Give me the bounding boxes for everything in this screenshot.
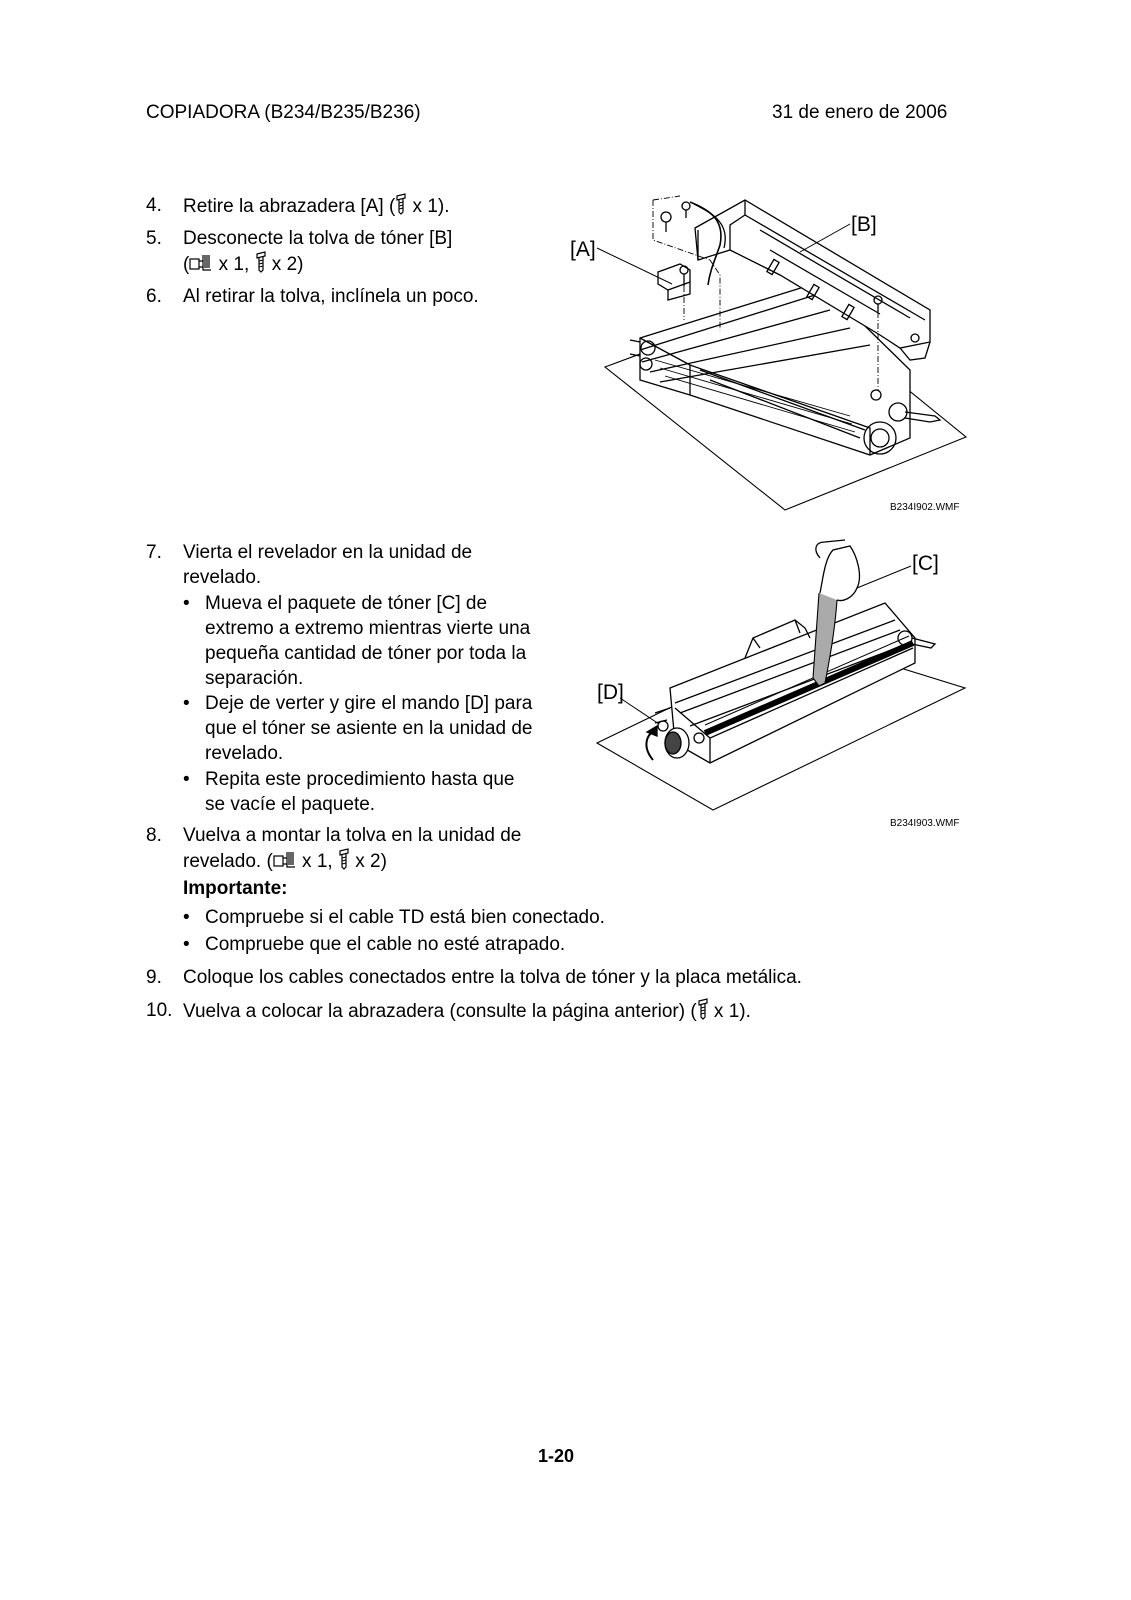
bullet: • — [183, 693, 190, 714]
step-7-bullet-2-line-2: que el tóner se asiente en la unidad de — [205, 718, 533, 739]
step-5-line-2: ( x 1, x 2) — [183, 251, 303, 277]
step-7-bullet-3-line-1: Repita este procedimiento hasta que — [205, 769, 515, 790]
step-7-bullet-1-line-3: pequeña cantidad de tóner por toda la — [205, 643, 527, 664]
step-5-number: 5. — [146, 228, 162, 249]
step-10-number: 10. — [146, 1000, 173, 1021]
screw-icon — [697, 998, 709, 1020]
step-8-bullet-1: Compruebe si el cable TD está bien conectado. — [205, 907, 605, 928]
step-9-text: Coloque los cables conectados entre la tolva de tóner y la placa metálica. — [183, 967, 802, 988]
figure-1-label-a: [A] — [570, 238, 596, 261]
step-8-line-2: revelado. ( x 1, x 2) — [183, 848, 387, 874]
page-number: 1-20 — [538, 1446, 575, 1466]
step-8-number: 8. — [146, 825, 162, 846]
figure-2-code: B234I903.WMF — [890, 818, 960, 829]
header-document-title: COPIADORA (B234/B235/B236) — [146, 102, 421, 123]
step-7-bullet-1-line-4: separación. — [205, 668, 304, 689]
bullet: • — [183, 769, 190, 790]
step-7-bullet-1-line-2: extremo a extremo mientras vierte una — [205, 618, 531, 639]
connector-icon — [273, 850, 297, 870]
figure-1-code: B234I902.WMF — [890, 502, 960, 513]
screw-icon — [395, 193, 407, 215]
figure-toner-hopper-removal — [580, 190, 980, 520]
figure-toner-pouring — [595, 538, 975, 818]
step-6-text: Al retirar la tolva, inclínela un poco. — [183, 286, 479, 307]
step-7-line-1: Vierta el revelador en la unidad de — [183, 542, 473, 563]
figure-1-label-b: [B] — [851, 213, 877, 236]
figure-2-label-d: [D] — [597, 681, 624, 704]
step-7-bullet-2-line-1: Deje de verter y gire el mando [D] para — [205, 693, 533, 714]
step-7-bullet-1-line-1: Mueva el paquete de tóner [C] de — [205, 593, 488, 614]
step-5-line-1: Desconecte la tolva de tóner [B] — [183, 228, 453, 249]
step-8-line-1: Vuelva a montar la tolva en la unidad de — [183, 825, 522, 846]
screw-icon — [255, 251, 267, 273]
step-7-bullet-2-line-3: revelado. — [205, 743, 284, 764]
step-7-bullet-3-line-2: se vacíe el paquete. — [205, 794, 376, 815]
bullet: • — [183, 907, 190, 928]
step-4-number: 4. — [146, 195, 162, 216]
connector-icon — [189, 253, 213, 273]
step-4-text: Retire la abrazadera [A] ( x 1). — [183, 193, 450, 219]
step-9-number: 9. — [146, 967, 162, 988]
header-date: 31 de enero de 2006 — [772, 102, 948, 123]
bullet: • — [183, 593, 190, 614]
step-6-number: 6. — [146, 286, 162, 307]
bullet: • — [183, 934, 190, 955]
step-7-number: 7. — [146, 542, 162, 563]
step-7-line-2: revelado. — [183, 567, 262, 588]
important-heading: Importante: — [183, 878, 288, 899]
step-8-bullet-2: Compruebe que el cable no esté atrapado. — [205, 934, 566, 955]
step-10-text: Vuelva a colocar la abrazadera (consulte la página anterior) ( x 1). — [183, 998, 751, 1024]
figure-2-label-c: [C] — [912, 552, 939, 575]
screw-icon — [338, 848, 350, 870]
